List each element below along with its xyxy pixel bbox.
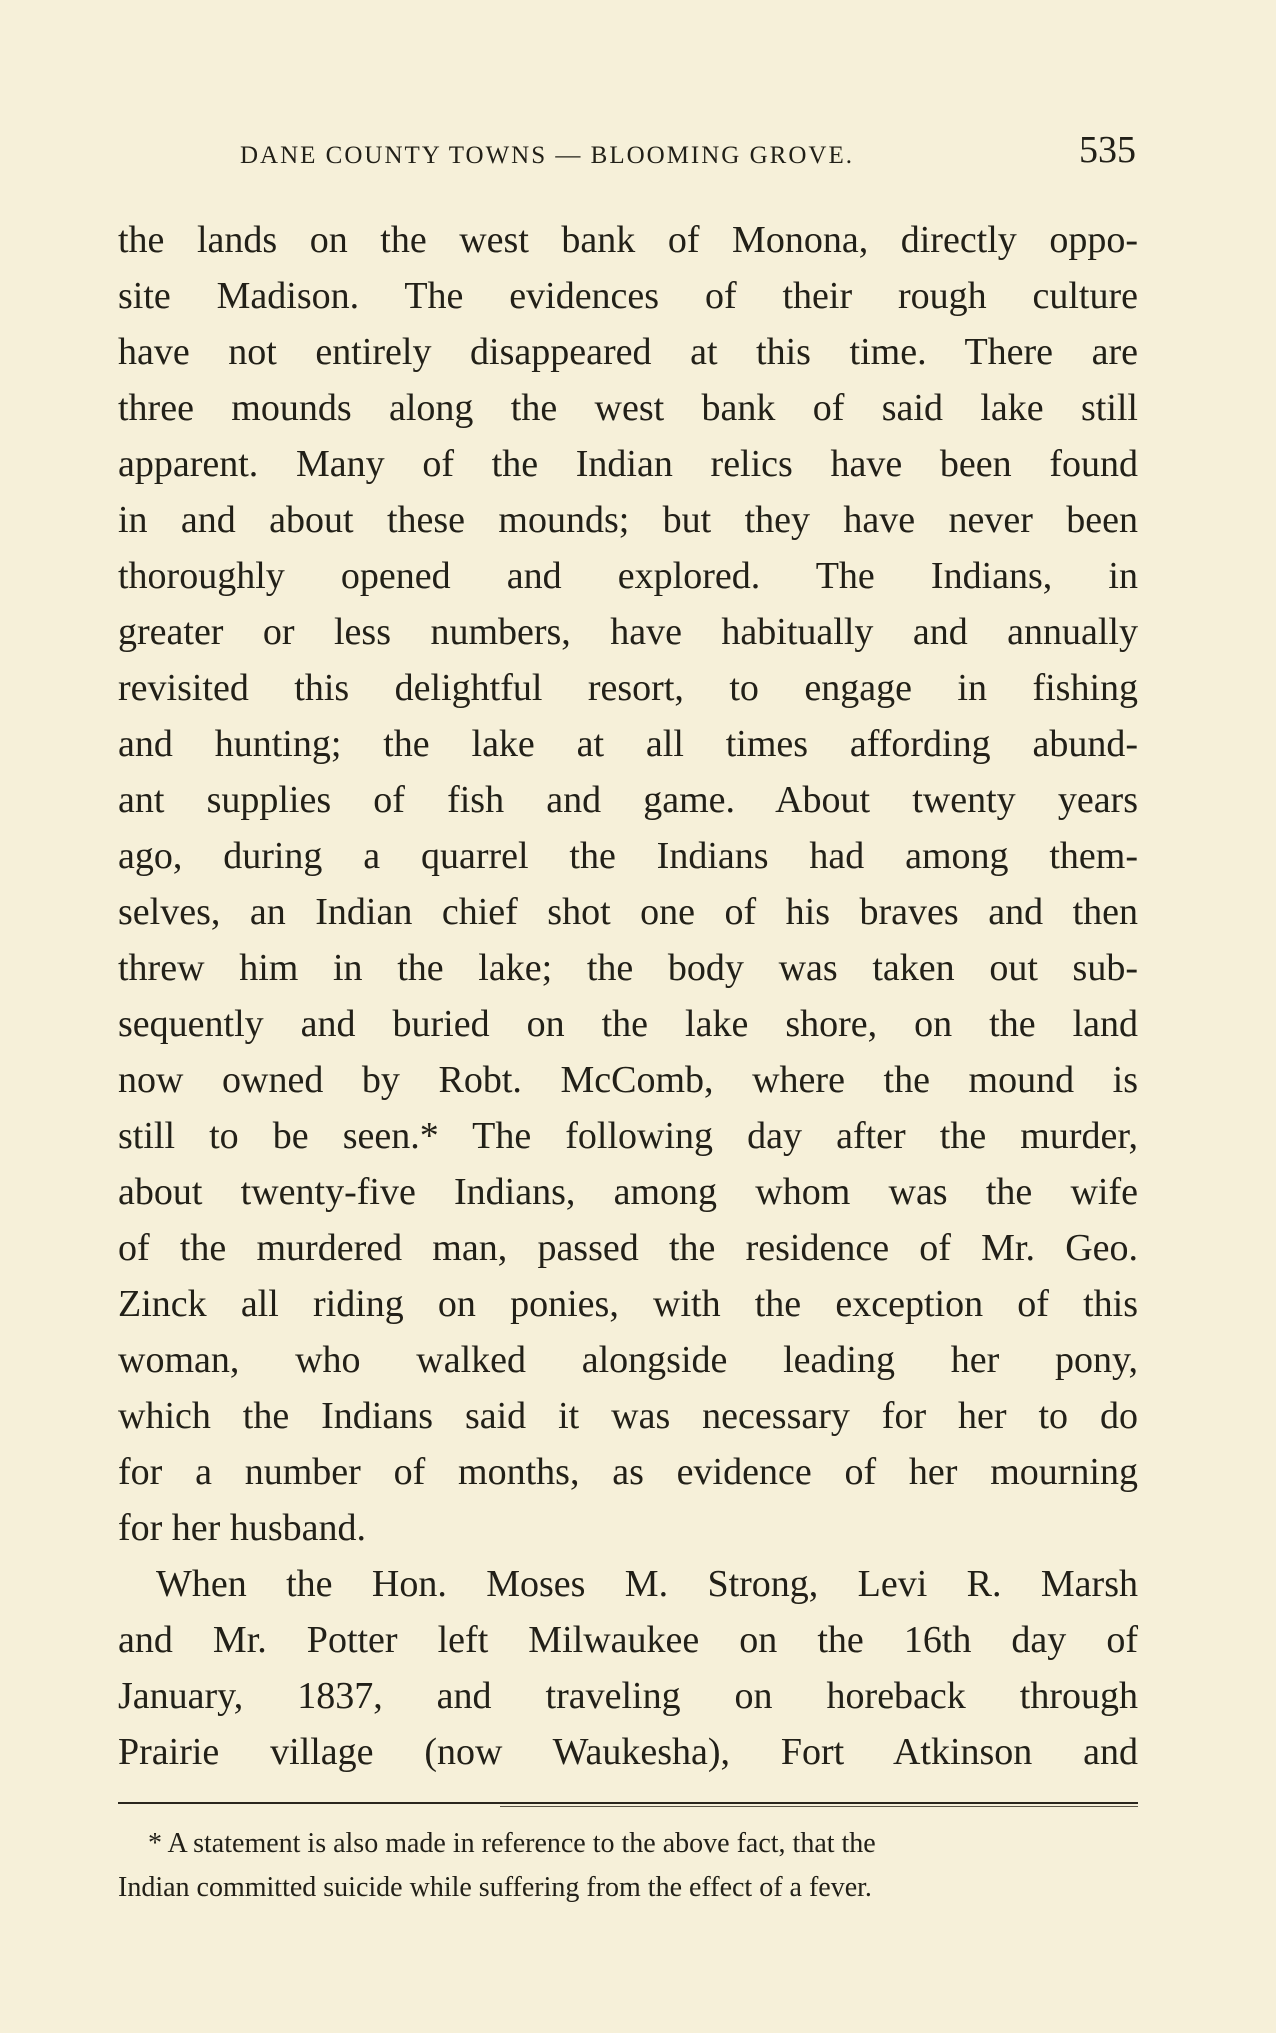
running-head bbox=[240, 128, 1140, 178]
text-line: and Mr. Potter left Milwaukee on the 16th day of bbox=[118, 1619, 1138, 1661]
text-line: woman, who walked alongside leading her pony, bbox=[118, 1339, 1138, 1381]
text-line: revisited this delightful resort, to engage in fishing bbox=[118, 667, 1138, 709]
text-line: which the Indians said it was necessary for her to do bbox=[118, 1395, 1138, 1437]
text-line: have not entirely disappeared at this time. There are bbox=[118, 331, 1138, 373]
text-line: three mounds along the west bank of said lake still bbox=[118, 387, 1138, 429]
footnote-rule bbox=[118, 1802, 1138, 1804]
footnote bbox=[118, 1822, 1138, 1910]
text-line: ant supplies of fish and game. About twenty years bbox=[118, 779, 1138, 821]
text-line: site Madison. The evidences of their rough culture bbox=[118, 275, 1138, 317]
text-line: and hunting; the lake at all times affording abund- bbox=[118, 723, 1138, 765]
text-line: sequently and buried on the lake shore, on the land bbox=[118, 1003, 1138, 1045]
footnote-line: * A statement is also made in reference to the above fact, that the bbox=[148, 1828, 876, 1859]
text-line: the lands on the west bank of Monona, directly oppo- bbox=[118, 219, 1138, 261]
text-line: Zinck all riding on ponies, with the exception of this bbox=[118, 1283, 1138, 1325]
footnote-line: Indian committed suicide while suffering from the effect of a fever. bbox=[118, 1872, 872, 1903]
text-line: ago, during a quarrel the Indians had among them- bbox=[118, 835, 1138, 877]
text-line: for her husband. bbox=[118, 1507, 366, 1549]
text-line: in and about these mounds; but they have never been bbox=[118, 499, 1138, 541]
running-title: DANE COUNTY TOWNS — BLOOMING GROVE. bbox=[240, 142, 854, 169]
text-line: now owned by Robt. McComb, where the mound is bbox=[118, 1059, 1138, 1101]
text-line: greater or less numbers, have habitually and annually bbox=[118, 611, 1138, 653]
text-line: selves, an Indian chief shot one of his braves and then bbox=[118, 891, 1138, 933]
page-number: 535 bbox=[1079, 129, 1136, 171]
footnote-rule-thin bbox=[500, 1806, 1138, 1807]
text-line: for a number of months, as evidence of her mourning bbox=[118, 1451, 1138, 1493]
text-line: still to be seen.* The following day after the murder, bbox=[118, 1115, 1138, 1157]
text-line: threw him in the lake; the body was taken out sub- bbox=[118, 947, 1138, 989]
text-line: of the murdered man, passed the residence of Mr. Geo. bbox=[118, 1227, 1138, 1269]
text-line: Prairie village (now Waukesha), Fort Atkinson and bbox=[118, 1731, 1138, 1773]
text-line: about twenty-five Indians, among whom was the wife bbox=[118, 1171, 1138, 1213]
text-line: thoroughly opened and explored. The Indians, in bbox=[118, 555, 1138, 597]
text-line: apparent. Many of the Indian relics have been found bbox=[118, 443, 1138, 485]
body-text bbox=[118, 212, 1138, 1780]
text-line: When the Hon. Moses M. Strong, Levi R. Marsh bbox=[156, 1563, 1138, 1605]
text-line: January, 1837, and traveling on horeback through bbox=[118, 1675, 1138, 1717]
